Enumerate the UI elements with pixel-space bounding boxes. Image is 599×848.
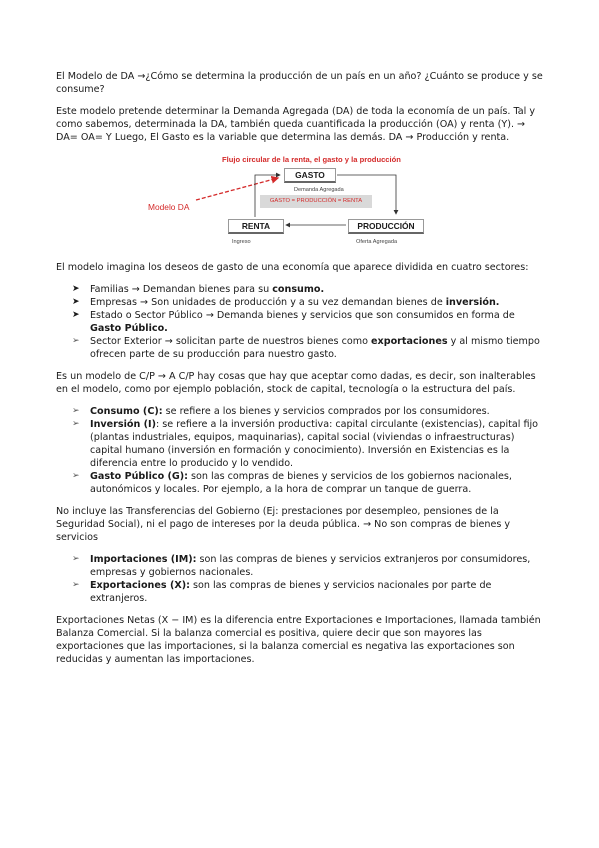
hollow-arrow-bullet-icon: ➢ <box>72 554 80 564</box>
equality-band: GASTO = PRODUCCIÓN = RENTA <box>260 195 372 208</box>
hollow-arrow-bullet-icon: ➢ <box>72 406 80 416</box>
produccion-subtitle: Oferta Agregada <box>356 239 398 245</box>
arrow-bullet-icon: ➤ <box>72 310 80 320</box>
renta-box: RENTA <box>228 219 284 234</box>
list-item: ➤ Empresas → Son unidades de producción y a su vez demandan bienes de inversión. <box>72 297 500 308</box>
paragraph-sectors-intro: El modelo imagina los deseos de gasto de una economía que aparece dividida en cuatro sectores: <box>56 262 529 273</box>
diagram-title: Flujo circular de la renta, el gasto y la producción <box>222 155 401 164</box>
paragraph-transfers: No incluye las Transferencias del Gobierno (Ej: prestaciones por desempleo, pensiones de la Seguridad Social), ni el pago de intereses por la deuda pública. → No son compras de bienes y servicios <box>56 506 511 543</box>
paragraph-model-description: Este modelo pretende determinar la Demanda Agregada (DA) de toda la economía de un país. Tal y como sabemos, determinada la DA, también queda cuantificada la producción (OA) y renta (Y). → DA= OA= Y Luego, El Gasto es la variable que determina las demás. DA → Producción y renta. <box>56 106 536 143</box>
gasto-subtitle: Demanda Agregada <box>294 187 344 193</box>
list-item: ➢ Gasto Público (G): son las compras de bienes y servicios de los gobiernos nacionales, autonómicos y locales. Por ejemplo, a la hora de comprar un tanque de guerra. <box>72 471 512 495</box>
exterior-list <box>56 553 548 605</box>
list-item: ➢ Sector Exterior → solicitan parte de nuestros bienes como exportaciones y al mismo tiempo ofrecen parte de su producción para nuestro gasto. <box>72 336 540 360</box>
paragraph-short-term: Es un modelo de C/P → A C/P hay cosas que hay que aceptar como dadas, es decir, son inalterables en el modelo, como por ejemplo población, stock de capital, tecnología o la estructura del país. <box>56 371 536 395</box>
paragraph-net-exports: Exportaciones Netas (X − IM) es la diferencia entre Exportaciones e Importaciones, llamada también Balanza Comercial. Si la balanza comercial es positiva, quiere decir que son mayores las exportaciones que las importaciones, si la balanza comercial es negativa las exportaciones son reducidas y aumentan las importaciones. <box>56 615 541 665</box>
list-item: ➢ Importaciones (IM): son las compras de bienes y servicios extranjeros por consumidores, empresas y gobiernos nacionales. <box>72 554 531 578</box>
hollow-arrow-bullet-icon: ➢ <box>72 471 80 481</box>
document-body <box>56 70 548 675</box>
hollow-arrow-bullet-icon: ➢ <box>72 336 80 346</box>
hollow-arrow-bullet-icon: ➢ <box>72 580 80 590</box>
modelo-da-label: Modelo DA <box>148 202 190 212</box>
hollow-arrow-bullet-icon: ➢ <box>72 419 80 429</box>
circular-flow-diagram <box>56 153 548 253</box>
sectores-list <box>56 283 548 361</box>
componentes-list <box>56 405 548 496</box>
arrow-bullet-icon: ➤ <box>72 284 80 294</box>
list-item: ➤ Estado o Sector Público → Demanda bienes y servicios que son consumidos en forma de Gasto Público. <box>72 310 515 334</box>
paragraph-intro-question: El Modelo de DA →¿Cómo se determina la producción de un país en un año? ¿Cuánto se produce y se consume? <box>56 71 543 95</box>
list-item: ➤ Familias → Demandan bienes para su consumo. <box>72 284 325 295</box>
produccion-box: PRODUCCIÓN <box>348 219 424 234</box>
list-item: ➢ Consumo (C): se refiere a los bienes y servicios comprados por los consumidores. <box>72 406 490 417</box>
gasto-box: GASTO <box>284 168 336 183</box>
renta-subtitle: Ingreso <box>232 239 251 245</box>
arrow-bullet-icon: ➤ <box>72 297 80 307</box>
list-item: ➢ Exportaciones (X): son las compras de bienes y servicios nacionales por parte de extranjeros. <box>72 580 492 604</box>
list-item: ➢ Inversión (I): se refiere a la inversión productiva: capital circulante (existencias), capital fijo (plantas industriales, equipos, maquinarias), capital social (viviendas o infraestructuras) capital humano (inversión en formación y conocimiento). Inversión en Existencias es la diferencia entre lo producido y lo vendido. <box>72 419 539 469</box>
